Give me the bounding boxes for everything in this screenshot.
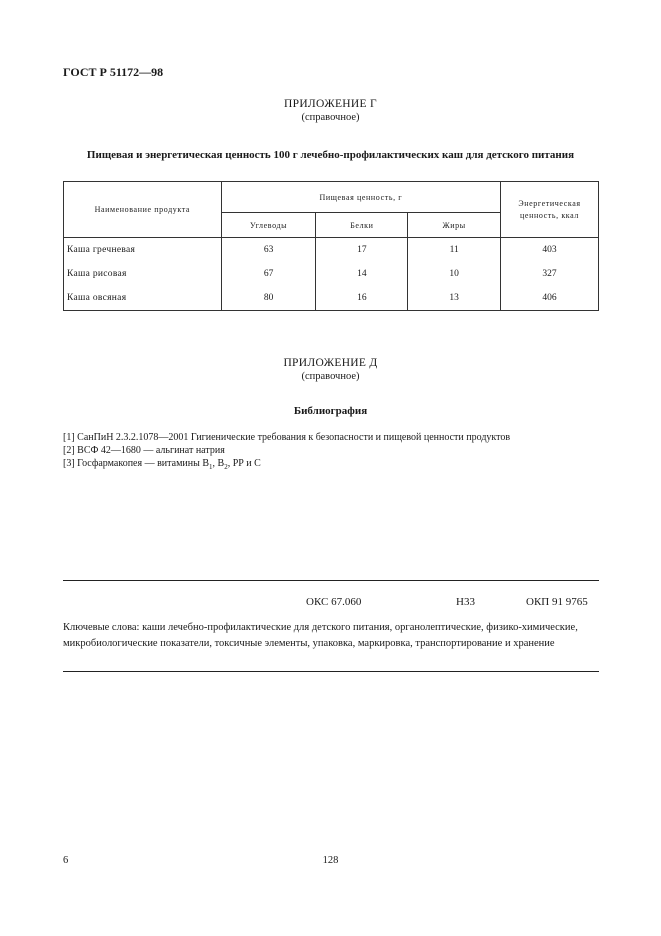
cell-fat: 13 <box>408 286 501 311</box>
okp-code: ОКП 91 9765 <box>526 596 588 608</box>
header-product-name: Наименование продукта <box>64 182 222 238</box>
table-row <box>64 238 599 263</box>
cell-protein: 17 <box>316 238 408 263</box>
footer-bottom-rule <box>63 671 599 672</box>
item3-mid: , В <box>212 458 225 469</box>
nutrition-table <box>63 181 599 311</box>
oks-code: ОКС 67.060 <box>306 596 362 608</box>
cell-carbs: 63 <box>221 238 316 263</box>
footer-top-rule <box>63 580 599 581</box>
cell-protein: 16 <box>316 286 408 311</box>
keywords: Ключевые слова: каши лечебно-профилактические для детского питания, органолептические, физико-химические, микробиологические показатели, токсичные элементы, упаковка, маркировка, транспортирование и хранение <box>63 622 578 649</box>
table-row <box>64 262 599 286</box>
header-carbs: Углеводы <box>221 213 316 238</box>
appendix-d-subtitle: (справочное) <box>301 371 360 382</box>
header-protein: Белки <box>316 213 408 238</box>
header-fat: Жиры <box>408 213 501 238</box>
cell-energy: 327 <box>501 262 599 286</box>
document-code: ГОСТ Р 51172—98 <box>63 65 164 79</box>
cell-name: Каша рисовая <box>64 262 222 286</box>
item3-suffix: , РР и С <box>227 458 261 469</box>
cell-name: Каша гречневая <box>64 238 222 263</box>
appendix-d-title: ПРИЛОЖЕНИЕ Д <box>283 357 378 369</box>
cell-energy: 403 <box>501 238 599 263</box>
appendix-g-subtitle: (справочное) <box>301 112 360 123</box>
table-row <box>64 286 599 311</box>
page-number-center: 128 <box>322 855 339 866</box>
header-energy: Энергетическая ценность, ккал <box>501 182 599 238</box>
cell-carbs: 80 <box>221 286 316 311</box>
bibliography-item-2: [2] ВСФ 42—1680 — альгинат натрия <box>63 445 225 456</box>
bibliography-item-1: [1] СанПиН 2.3.2.1078—2001 Гигиенические требования к безопасности и пищевой ценности продуктов <box>63 432 511 443</box>
cell-name: Каша овсяная <box>64 286 222 311</box>
item3-sub2: 2 <box>224 463 228 471</box>
table-caption: Пищевая и энергетическая ценность 100 г лечебно-профилактических каш для детского питания <box>86 149 575 161</box>
page-number-left: 6 <box>63 855 69 866</box>
item3-sub1: 1 <box>209 463 213 471</box>
header-nutrition-group: Пищевая ценность, г <box>221 182 500 213</box>
cell-energy: 406 <box>501 286 599 311</box>
bibliography-item-3 <box>63 458 261 471</box>
cell-fat: 10 <box>408 262 501 286</box>
cell-carbs: 67 <box>221 262 316 286</box>
category-code: Н33 <box>456 596 475 608</box>
item3-prefix: [3] Госфармакопея — витамины В <box>63 458 210 469</box>
cell-protein: 14 <box>316 262 408 286</box>
appendix-g-title: ПРИЛОЖЕНИЕ Г <box>284 98 377 110</box>
cell-fat: 11 <box>408 238 501 263</box>
bibliography-title: Библиография <box>293 405 368 417</box>
